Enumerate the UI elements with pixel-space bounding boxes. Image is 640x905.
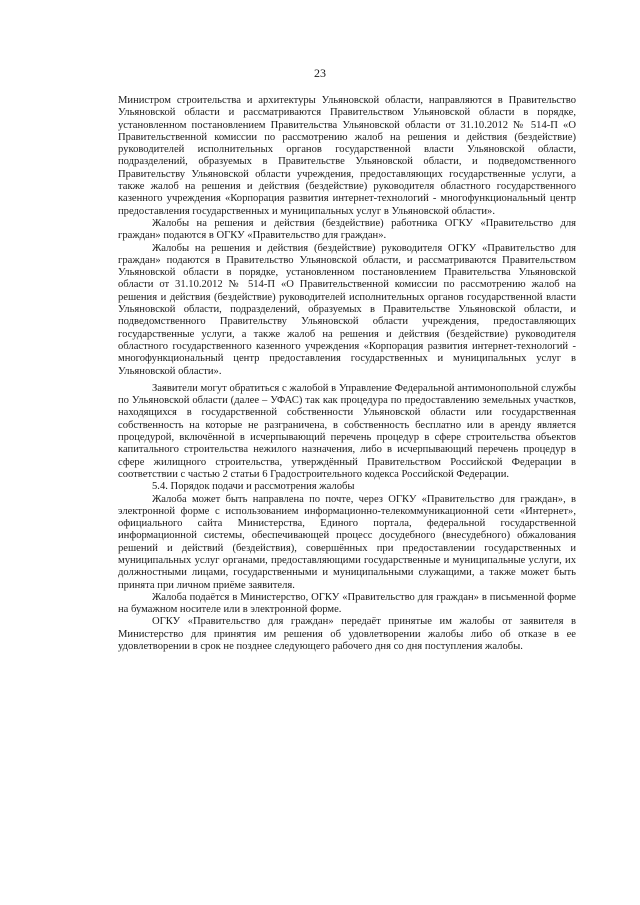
paragraph-ufas: Заявители могут обратиться с жалобой в Управление Федеральной антимонопольной службы по Ульяновской области (далее – УФАС) так как процедура по предоставлению земельных участков, находящихся в государственной собственности Ульяновской области или государственная собственность на которые не разграничена, в собственность бесплатно или в аренду является процедурой, включённой в исчерпывающий перечень процедур в сфере строительства объектов капитального строительства нежилого назначения, либо в исчерпывающий перечень процедур в сфере жилищного строительства, утверждённый Правительством Российской Федерации в соответствии с частью 2 статьи 6 Градостроительного кодекса Российской Федерации. [118, 382, 576, 480]
paragraph-head-complaints: Жалобы на решения и действия (бездействие) руководителя ОГКУ «Правительство для граждан» подаются в Правительство Ульяновской области, и рассматриваются Правительством Ульяновской области в порядке, установленном постановлением Правительства Ульяновской области от 31.10.2012 № 514-П «О Правительственной комиссии по рассмотрению жалоб на решения и действия (бездействие) руководителей исполнительных органов государственной власти Ульяновской области, подразделений, образуемых в Правительстве Ульяновской области, и подведомственного Правительству Ульяновской области учреждения, предоставляющих государственные услуги, а также жалоб на решения и действия (бездействие) руководителя областного государственного казенного учреждения «Корпорация развития интернет-технологий - многофункциональный центр предоставления государственных и муниципальных услуг в Ульяновской области». [118, 242, 576, 377]
section-heading-5-4: 5.4. Порядок подачи и рассмотрения жалобы [152, 481, 355, 493]
paragraph-continuation: Министром строительства и архитектуры Ульяновской области, направляются в Правительство Ульяновской области и рассматриваются Правительством Ульяновской области в порядке, установленном постановлением Правительства Ульяновской области от 31.10.2012 № 514-П «О Правительственной комиссии по рассмотрению жалоб на решения и действия (бездействие) руководителей исполнительных органов государственной власти Ульяновской области, подразделений, образуемых в Правительстве Ульяновской области, и подведомственного Правительству Ульяновской области учреждения, предоставляющих государственные услуги, а также жалоб на решения и действия (бездействие) руководителя областного государственного казенного учреждения «Корпорация развития интернет-технологий - многофункциональный центр предоставления государственных и муниципальных услуг в Ульяновской области». [118, 95, 576, 217]
document-body [118, 95, 576, 653]
paragraph-worker-complaints: Жалобы на решения и действия (бездействие) работника ОГКУ «Правительство для граждан» подаются в ОГКУ «Правительство для граждан». [118, 217, 576, 242]
paragraph-submission-channels: Жалоба может быть направлена по почте, через ОГКУ «Правительство для граждан», в электронной форме с использованием информационно-телекоммуникационной сети «Интернет», официального сайта Министерства, Единого портала, федеральной государственной информационной системы, обеспечивающей процесс досудебного (внесудебного) обжалования решений и действий (бездействия), совершённых при предоставлении государственных и муниципальных услуг органами, предоставляющими государственные и муниципальные услуги, их должностными лицами, государственными и муниципальными служащими, а также может быть принята при личном приёме заявителя. [118, 493, 576, 591]
paragraph-forwarding: ОГКУ «Правительство для граждан» передаёт принятые им жалобы от заявителя в Министерство для принятия им решения об удовлетворении жалобы либо об отказе в ее удовлетворении в срок не позднее следующего рабочего дня со дня поступления жалобы. [118, 616, 576, 653]
page-number: 23 [314, 66, 326, 80]
paragraph-submission-form: Жалоба подаётся в Министерство, ОГКУ «Правительство для граждан» в письменной форме на бумажном носителе или в электронной форме. [118, 591, 576, 616]
